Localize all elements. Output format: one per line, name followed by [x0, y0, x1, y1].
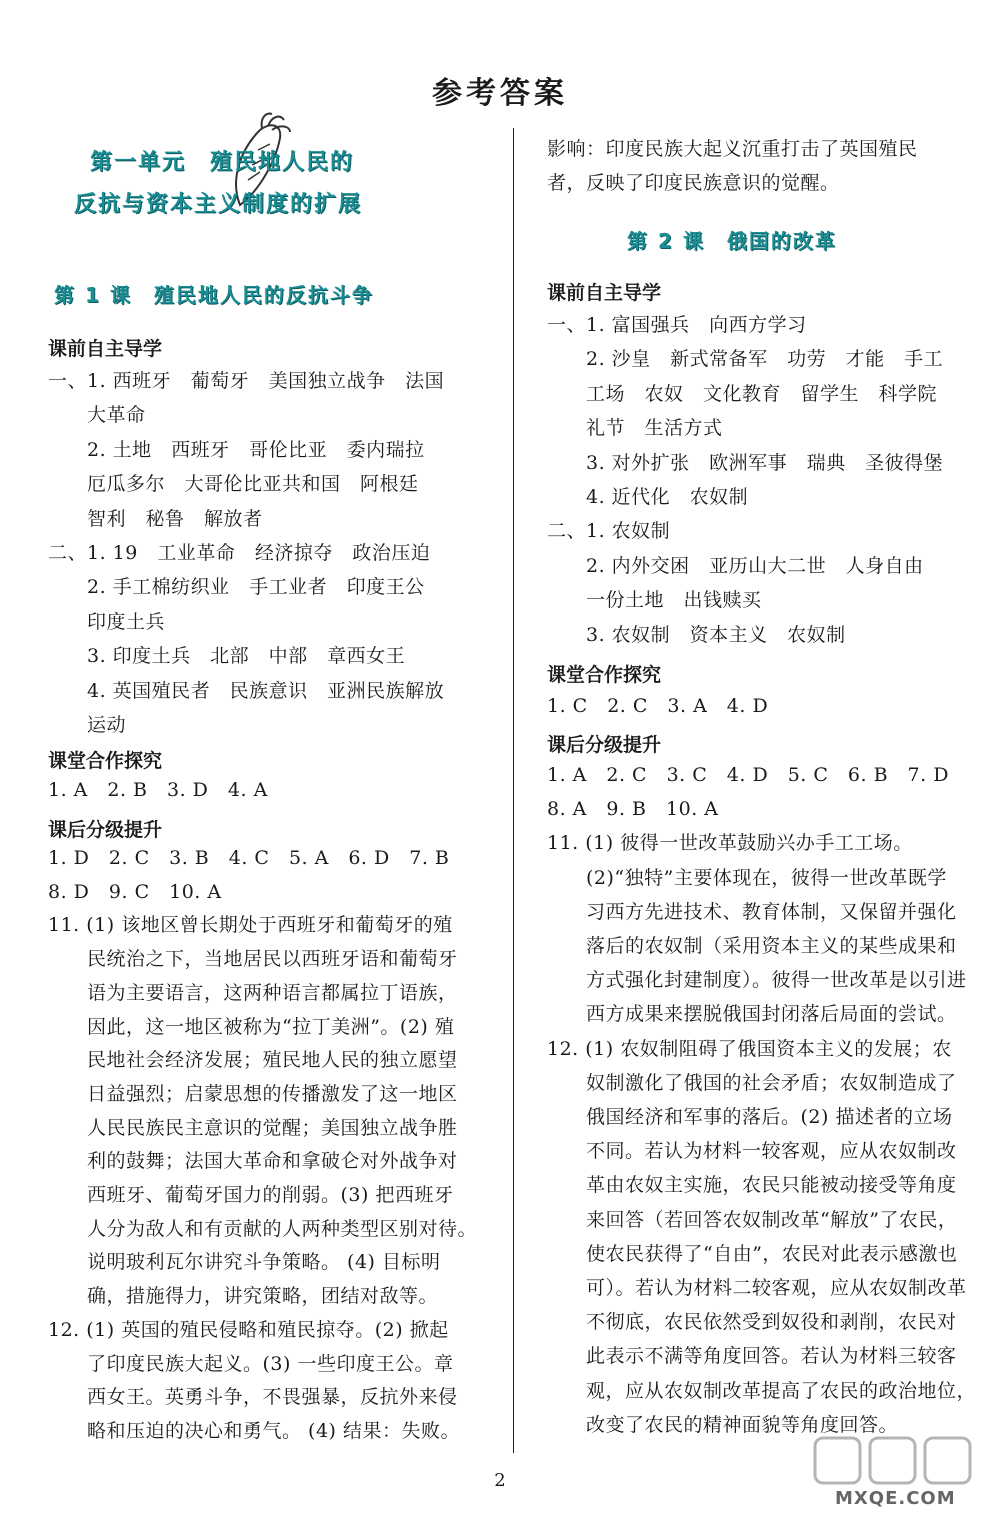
page-number: 2	[494, 1470, 506, 1491]
text-line: 影响：印度民族大起义沉重打击了英国殖民	[547, 138, 918, 160]
text-line: 西班牙、葡萄牙国力的削弱。(3) 把西班牙	[48, 1184, 454, 1206]
text-line: 来回答（若回答农奴制改革“解放”了农民，	[547, 1208, 958, 1231]
page-title: 参考答案	[432, 76, 568, 111]
lesson-1-title: 第 1 课 殖民地人民的反抗斗争	[54, 283, 374, 307]
text-line: 礼节 生活方式	[547, 417, 723, 440]
text-line: (2)“独特”主要体现在，彼得一世改革既学	[547, 866, 947, 889]
text-line: 12. (1) 农奴制阻碍了俄国资本主义的发展；农	[547, 1037, 952, 1060]
text-line: 者，反映了印度民族意识的觉醒。	[547, 172, 840, 194]
text-line: 2. 内外交困 亚历山大二世 人身自由	[547, 554, 924, 577]
text-line: 了印度民族大起义。(3) 一些印度王公。章	[48, 1352, 454, 1375]
text-line: 日益强烈；启蒙思想的传播激发了这一地区	[48, 1082, 458, 1105]
text-line: 11. (1) 彼得一世改革鼓励兴办手工工场。	[547, 832, 913, 855]
text-line: 革由农奴主实施，农民只能被动接受等角度	[547, 1174, 957, 1197]
text-line: 4. 英国殖民者 民族意识 亚洲民族解放	[48, 679, 445, 702]
text-line: 一份土地 出钱赎买	[547, 589, 762, 612]
section-heading-class: 课堂合作探究	[547, 664, 662, 686]
text-line: 语为主要语言，这两种语言都属拉丁语族，	[48, 981, 458, 1004]
column-divider	[513, 128, 514, 1453]
text-line: 12. (1) 英国的殖民侵略和殖民掠夺。(2) 掀起	[48, 1318, 449, 1341]
text-line: 人民民族民主意识的觉醒；美国独立战争胜	[48, 1116, 458, 1139]
text-line: 落后的农奴制（采用资本主义的某些成果和	[547, 935, 957, 957]
lesson-2-title: 第 2 课 俄国的改革	[627, 229, 837, 253]
unit-title-line2: 反抗与资本主义制度的扩展	[74, 192, 363, 217]
text-line: 2. 沙皇 新式常备军 功劳 才能 手工	[547, 348, 944, 371]
section-heading-preview: 课前自主导学	[48, 338, 163, 360]
text-line: 运动	[48, 714, 127, 736]
answer-line: 1. A 2. B 3. D 4. A	[48, 779, 268, 801]
text-line: 11. (1) 该地区曾长期处于西班牙和葡萄牙的殖	[48, 914, 453, 937]
text-line: 二、1. 农奴制	[547, 520, 671, 543]
section-heading-preview: 课前自主导学	[547, 282, 662, 304]
text-line: 一、1. 富国强兵 向西方学习	[547, 314, 807, 336]
text-line: 3. 农奴制 资本主义 农奴制	[547, 623, 846, 646]
text-line: 俄国经济和军事的落后。(2) 描述者的立场	[547, 1106, 953, 1128]
text-line: 人分为敌人和有贡献的人两种类型区别对待。	[48, 1217, 478, 1240]
text-line: 此表示不满等角度回答。若认为材料三较客	[547, 1345, 957, 1368]
text-line: 使农民获得了“自由”，农民对此表示感激也	[547, 1242, 958, 1265]
text-line: 1. D 2. C 3. B 4. C 5. A 6. D 7. B	[48, 847, 450, 869]
text-line: 智利 秘鲁 解放者	[48, 507, 263, 530]
text-line: 因此，这一地区被称为“拉丁美洲”。(2) 殖	[48, 1015, 455, 1038]
text-line: 工场 农奴 文化教育 留学生 科学院	[547, 382, 938, 405]
text-line: 利的鼓舞；法国大革命和拿破仑对外战争对	[48, 1150, 458, 1173]
text-line: 8. A 9. B 10. A	[547, 798, 719, 821]
text-line: 可）。若认为材料二较客观，应从农奴制改革	[547, 1277, 967, 1299]
text-line: 确，措施得力，讲究策略，团结对敌等。	[48, 1285, 439, 1308]
text-line: 西方成果来摆脱俄国封闭落后局面的尝试。	[547, 1003, 957, 1026]
text-line: 民统治之下，当地居民以西班牙语和葡萄牙	[48, 948, 458, 971]
text-line: 改变了农民的精神面貌等角度回答。	[547, 1413, 899, 1436]
text-line: 3. 对外扩张 欧洲军事 瑞典 圣彼得堡	[547, 451, 944, 474]
text-line: 略和压迫的决心和勇气。 (4) 结果：失败。	[48, 1419, 460, 1442]
text-line: 8. D 9. C 10. A	[48, 880, 222, 903]
text-line: 二、1. 19 工业革命 经济掠夺 政治压迫	[48, 542, 431, 564]
text-line: 不同。若认为材料一较客观，应从农奴制改	[547, 1140, 957, 1163]
text-line: 民地社会经济发展；殖民地人民的独立愿望	[48, 1049, 458, 1072]
text-line: 习西方先进技术、教育体制，又保留并强化	[547, 900, 957, 923]
section-heading-after: 课后分级提升	[547, 734, 662, 756]
unit-title-line1: 第一单元 殖民地人民的	[90, 150, 355, 175]
text-line: 2. 手工棉纺织业 手工业者 印度王公	[48, 576, 425, 599]
text-line: 不彻底，农民依然受到奴役和剥削，农民对	[547, 1311, 957, 1334]
text-line: 3. 印度土兵 北部 中部 章西女王	[48, 645, 406, 668]
text-line: 观，应从农奴制改革提高了农民的政治地位，	[547, 1379, 977, 1402]
section-heading-class: 课堂合作探究	[48, 750, 163, 772]
text-line: 说明玻利瓦尔讲究斗争策略。 (4) 目标明	[48, 1251, 441, 1274]
text-line: 4. 近代化 农奴制	[547, 486, 749, 508]
section-heading-after: 课后分级提升	[48, 819, 163, 841]
text-line: 方式强化封建制度）。彼得一世改革是以引进	[547, 969, 967, 992]
text-line: 一、1. 西班牙 葡萄牙 美国独立战争 法国	[48, 370, 445, 392]
answer-line: 1. C 2. C 3. A 4. D	[547, 695, 769, 717]
text-line: 厄瓜多尔 大哥伦比亚共和国 阿根廷	[48, 473, 419, 496]
text-line: 1. A 2. C 3. C 4. D 5. C 6. B 7. D	[547, 764, 949, 786]
text-line: 2. 土地 西班牙 哥伦比亚 委内瑞拉	[48, 438, 425, 461]
text-line: 印度土兵	[48, 610, 166, 633]
text-line: 奴制激化了俄国的社会矛盾；农奴制造成了	[547, 1071, 957, 1094]
text-line: 大革命	[48, 404, 146, 427]
watermark-text: MXQE.COM	[835, 1488, 956, 1509]
text-line: 西女王。英勇斗争，不畏强暴，反抗外来侵	[48, 1386, 458, 1409]
